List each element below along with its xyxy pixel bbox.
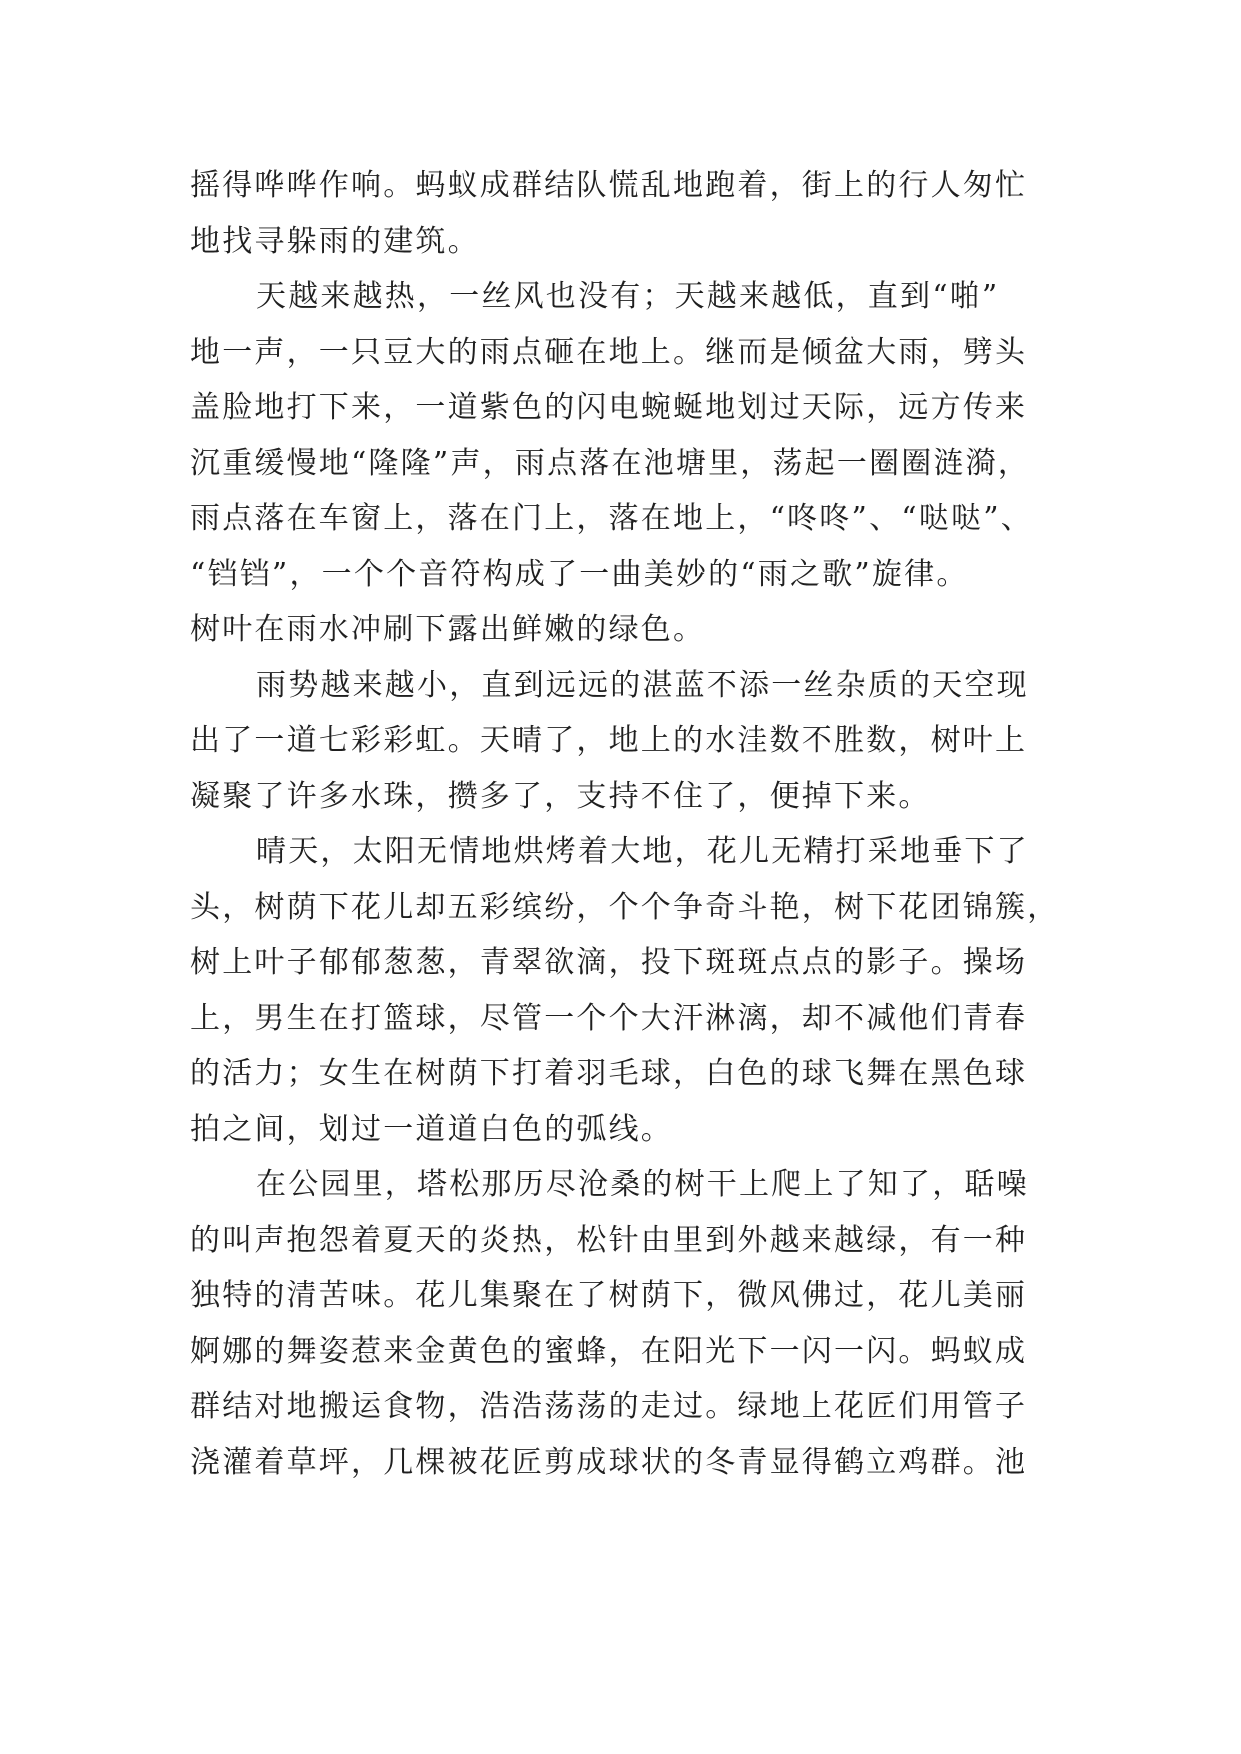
text-line: 上，男生在打篮球，尽管一个个大汗淋漓，却不减他们青春 — [190, 1000, 1028, 1036]
text-line: 雨点落在车窗上，落在门上，落在地上，“咚咚”、“哒哒”、 — [190, 501, 1033, 536]
text-line: 拍之间，划过一道道白色的弧线。 — [190, 1111, 673, 1147]
text-line: 沉重缓慢地“隆隆”声，雨点落在池塘里，荡起一圈圈涟漪， — [190, 445, 1031, 481]
text-line: 摇得哗哗作响。蚂蚁成群结队慌乱地跑着，街上的行人匆忙 — [190, 168, 1028, 203]
text-line: 群结对地搬运食物，浩浩荡荡的走过。绿地上花匠们用管子 — [190, 1389, 1028, 1424]
text-line: 的叫声抱怨着夏天的炎热，松针由里到外越来越绿，有一种 — [190, 1222, 1028, 1258]
text-line: 头，树荫下花儿却五彩缤纷，个个争奇斗艳，树下花团锦簇， — [190, 889, 1060, 925]
paragraph-start-line: 在公园里，塔松那历尽沧桑的树干上爬上了知了，聒噪 — [256, 1167, 1029, 1202]
text-line: 地一声，一只豆大的雨点砸在地上。继而是倾盆大雨，劈头 — [190, 334, 1028, 370]
paragraph-start-line: 晴天，太阳无情地烘烤着大地，花儿无精打采地垂下了 — [256, 834, 1029, 869]
text-line: 浇灌着草坪，几棵被花匠剪成球状的冬青显得鹤立鸡群。池 — [190, 1444, 1028, 1480]
text-line: 凝聚了许多水珠，攒多了，支持不住了，便掉下来。 — [190, 778, 931, 814]
text-line: 地找寻躲雨的建筑。 — [190, 223, 480, 259]
text-line: 盖脸地打下来，一道紫色的闪电蜿蜒地划过天际，远方传来 — [190, 390, 1028, 425]
text-line: 的活力；女生在树荫下打着羽毛球，白色的球飞舞在黑色球 — [190, 1056, 1028, 1091]
document-body — [190, 158, 1060, 1490]
paragraph-start-line: 天越来越热，一丝风也没有；天越来越低，直到“啪” — [256, 279, 1000, 314]
text-line: 树上叶子郁郁葱葱，青翠欲滴，投下斑斑点点的影子。操场 — [190, 945, 1028, 980]
text-line: “铛铛”，一个个音符构成了一曲美妙的“雨之歌”旋律。 — [190, 556, 969, 592]
text-line: 树叶在雨水冲刷下露出鲜嫩的绿色。 — [190, 612, 706, 647]
text-line: 婀娜的舞姿惹来金黄色的蜜蜂，在阳光下一闪一闪。蚂蚁成 — [190, 1333, 1028, 1369]
text-line: 出了一道七彩彩虹。天晴了，地上的水洼数不胜数，树叶上 — [190, 723, 1028, 758]
paragraph-start-line: 雨势越来越小，直到远远的湛蓝不添一丝杂质的天空现 — [256, 667, 1029, 703]
text-line: 独特的清苦味。花儿集聚在了树荫下，微风佛过，花儿美丽 — [190, 1278, 1028, 1313]
